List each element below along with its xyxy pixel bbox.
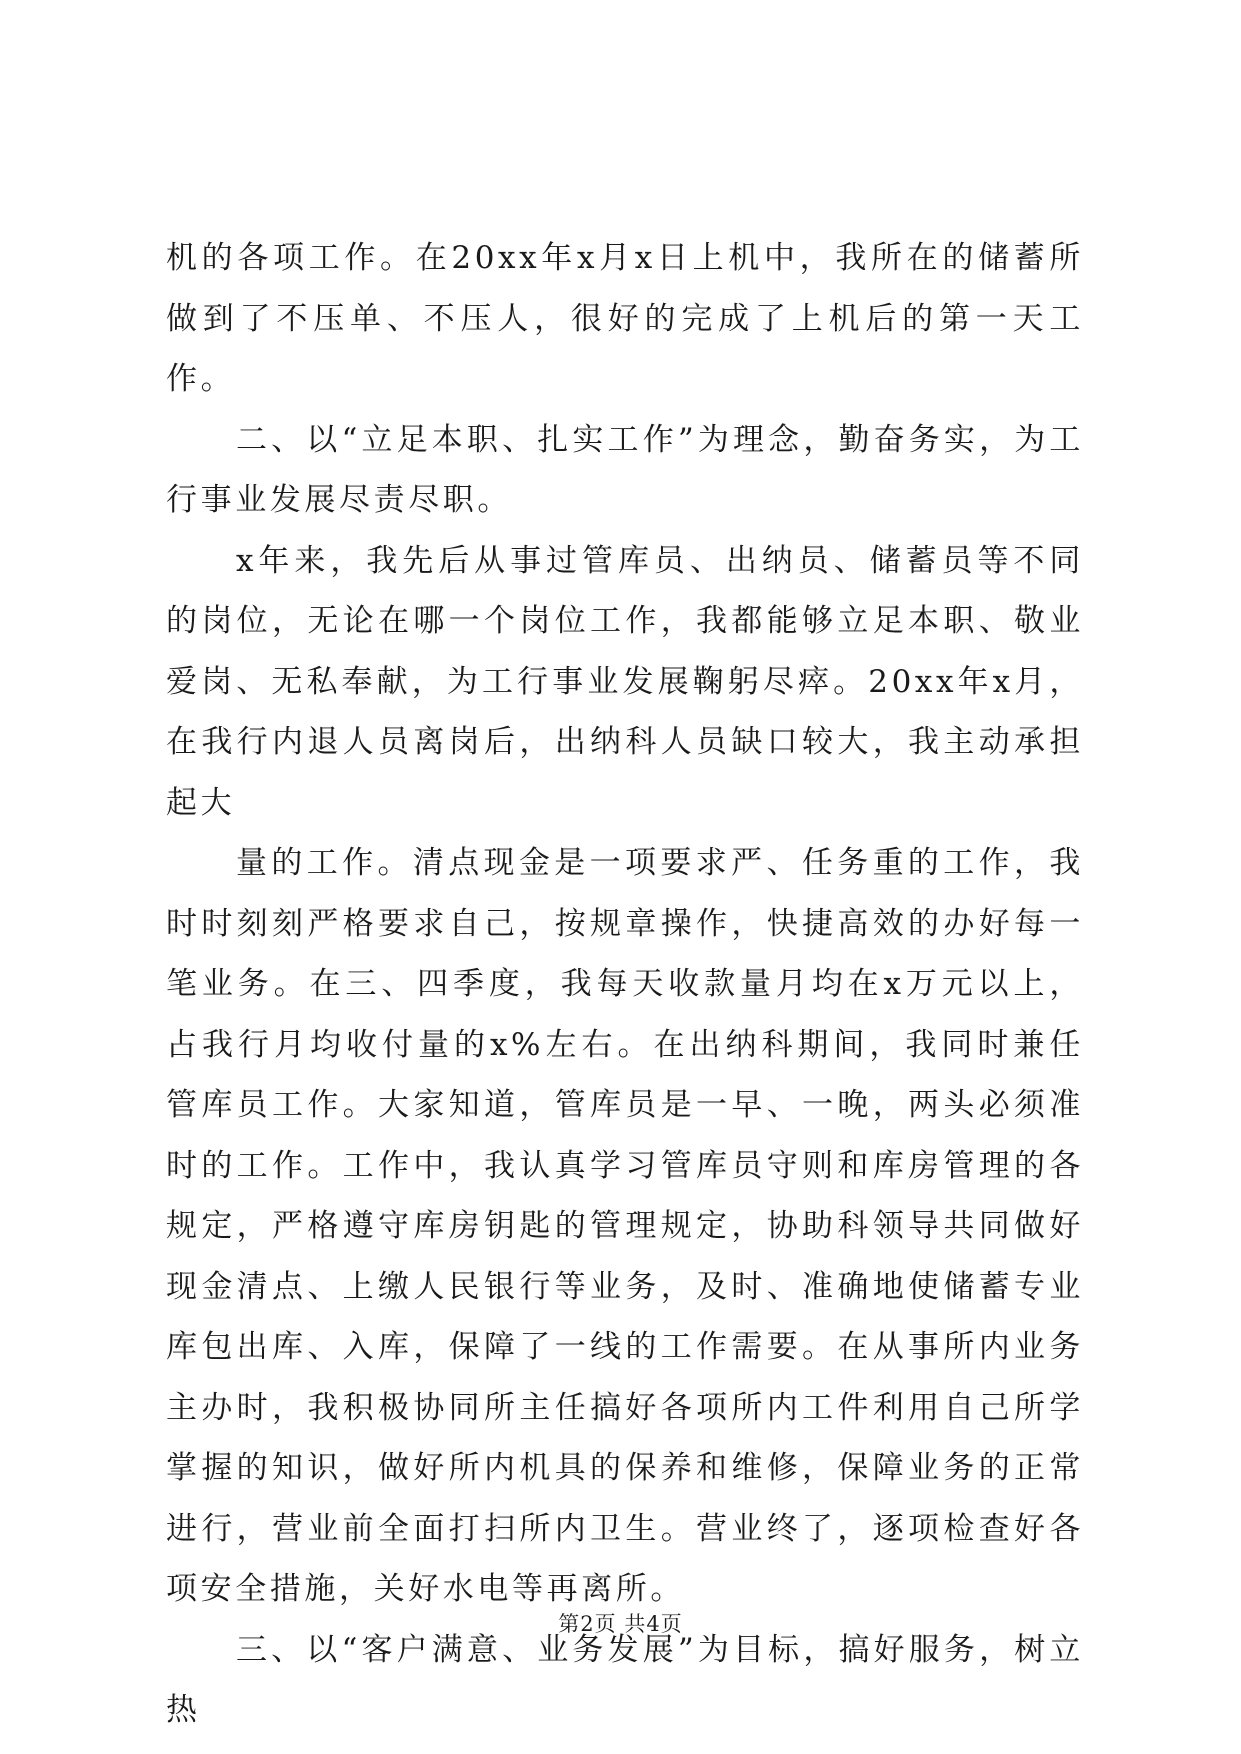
paragraph: 量的工作。清点现金是一项要求严、任务重的工作，我时时刻刻严格要求自己，按规章操作，快捷高效的办好每一笔业务。在三、四季度，我每天收款量月均在x万元以上，占我行月均收付量的x%左右。在出纳科期间，我同时兼任管库员工作。大家知道，管库员是一早、一晚，两头必须准时的工作。工作中，我认真学习管库员守则和库房管理的各规定，严格遵守库房钥匙的管理规定，协助科领导共同做好现金清点、上缴人民银行等业务，及时、准确地使储蓄专业库包出库、入库，保障了一线的工作需要。在从事所内业务主办时，我积极协同所主任搞好各项所内工件利用自己所学掌握的知识，做好所内机具的保养和维修，保障业务的正常进行，营业前全面打扫所内卫生。营业终了，逐项检查好各项安全措施，关好水电等再离所。 bbox=[166, 845, 1084, 1607]
paragraph: x年来，我先后从事过管库员、出纳员、储蓄员等不同的岗位，无论在哪一个岗位工作，我都能够立足本职、敬业爱岗、无私奉献，为工行事业发展鞠躬尽瘁。20xx年x月，在我行内退人员离岗后，出纳科人员缺口较大，我主动承担起大 bbox=[166, 542, 1084, 821]
page-number-footer: 第2页 共4页 bbox=[558, 1612, 683, 1636]
section-heading-2: 二、以“立足本职、扎实工作”为理念，勤奋务实，为工行事业发展尽责尽职。 bbox=[166, 421, 1084, 518]
document-body bbox=[166, 228, 1084, 1741]
section-heading-3: 三、以“客户满意、业务发展”为目标，搞好服务，树立热 bbox=[166, 1631, 1084, 1728]
paragraph-continued: 机的各项工作。在20xx年x月x日上机中，我所在的储蓄所做到了不压单、不压人，很好的完成了上机后的第一天工作。 bbox=[166, 240, 1084, 397]
